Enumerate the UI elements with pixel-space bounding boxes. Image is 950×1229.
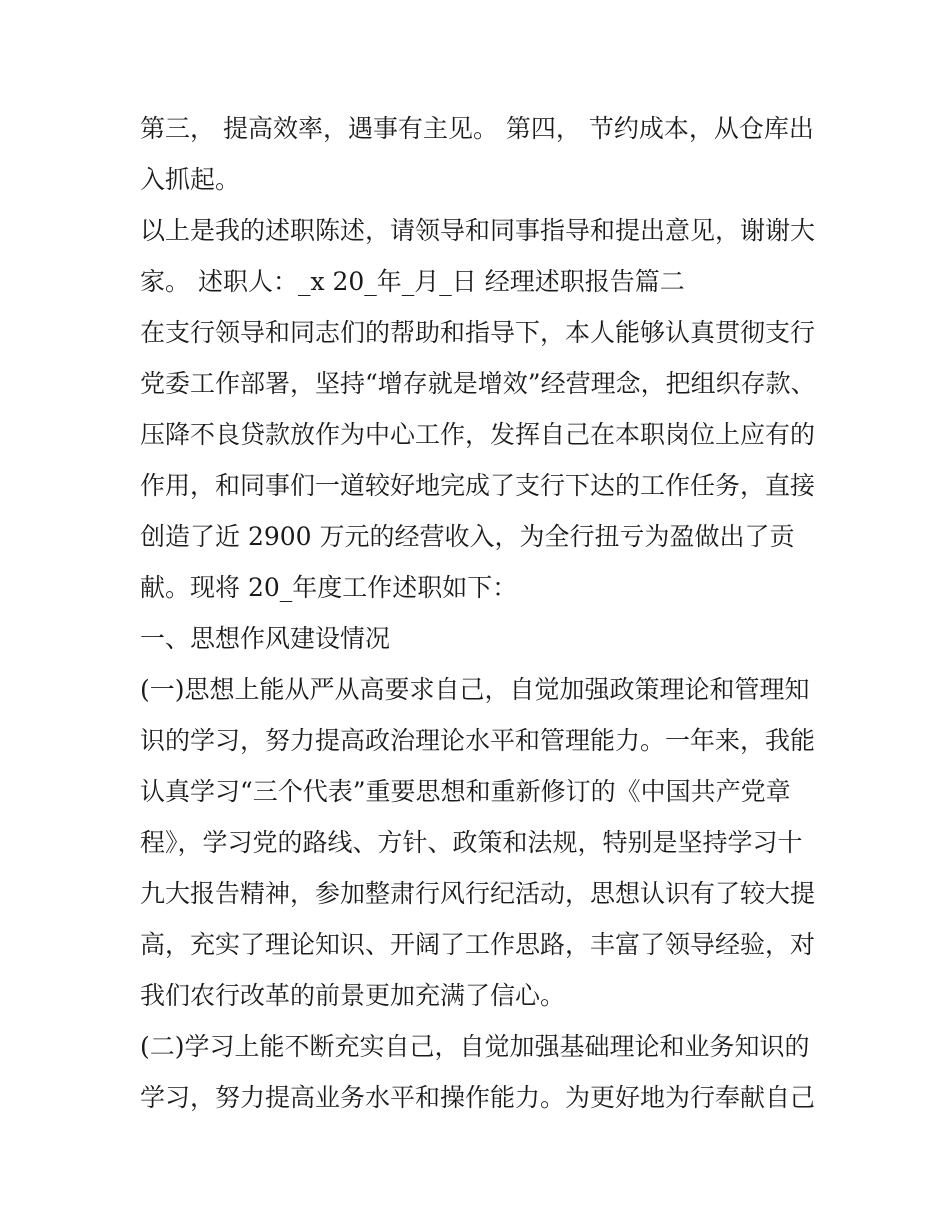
text-line: (一)思想上能从严从高要求自己，自觉加强政策理论和管理知 [140, 675, 810, 704]
text-line: 在支行领导和同志们的帮助和指导下，本人能够认真贯彻支行 [140, 318, 816, 347]
text-line: 程》，学习党的路线、方针、政策和法规，特别是坚持学习十 [140, 828, 803, 857]
section-heading: 一、思想作风建设情况 [140, 624, 391, 653]
text-line: 认真学习“三个代表”重要思想和重新修订的《中国共产党章 [140, 777, 791, 806]
text-line: 党委工作部署，坚持“增存就是增效”经营理念，把组织存款、 [140, 369, 816, 398]
text-line: 九大报告精神，参加整肃行风行纪活动，思想认识有了较大提 [140, 879, 816, 908]
text-line: 家。 述职人：_x 20_年_月_日 经理述职报告篇二 [140, 267, 685, 296]
text-line: 压降不良贷款放作为中心工作，发挥自己在本职岗位上应有的 [140, 420, 816, 449]
text-line: 第三， 提高效率，遇事有主见。 第四， 节约成本，从仓库出 [140, 114, 814, 143]
text-line: 创造了近 2900 万元的经营收入，为全行扭亏为盈做出了贡 [140, 522, 795, 551]
text-line: 入抓起。 [140, 165, 241, 194]
text-line: 学习，努力提高业务水平和操作能力。为更好地为行奉献自己 [140, 1083, 816, 1112]
text-line: 高，充实了理论知识、开阔了工作思路，丰富了领导经验，对 [140, 930, 816, 959]
text-line: 献。现将 20_年度工作述职如下： [140, 573, 518, 602]
text-line: 识的学习，努力提高政治理论水平和管理能力。一年来，我能 [140, 726, 816, 755]
text-line: 我们农行改革的前景更加充满了信心。 [140, 981, 566, 1010]
text-line: 以上是我的述职陈述，请领导和同事指导和提出意见，谢谢大 [140, 216, 816, 245]
text-line: 作用，和同事们一道较好地完成了支行下达的工作任务，直接 [140, 471, 816, 500]
text-line: (二)学习上能不断充实自己，自觉加强基础理论和业务知识的 [140, 1032, 810, 1061]
